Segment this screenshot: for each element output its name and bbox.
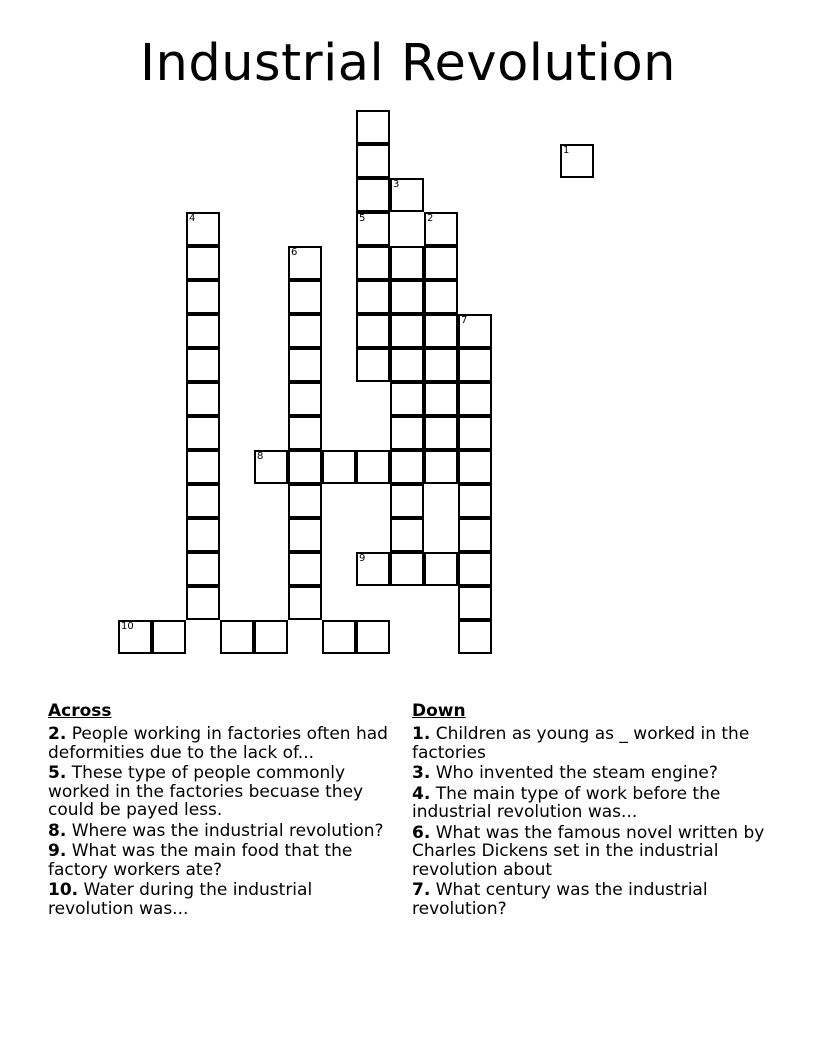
grid-cell[interactable] bbox=[186, 552, 220, 586]
grid-cell[interactable] bbox=[458, 620, 492, 654]
grid-cell[interactable] bbox=[424, 246, 458, 280]
clue-number: 4. bbox=[412, 783, 431, 804]
grid-cell[interactable] bbox=[390, 314, 424, 348]
grid-cell[interactable] bbox=[458, 518, 492, 552]
grid-cell[interactable] bbox=[322, 620, 356, 654]
grid-cell[interactable] bbox=[424, 382, 458, 416]
grid-cell[interactable] bbox=[356, 144, 390, 178]
grid-cell[interactable] bbox=[288, 314, 322, 348]
grid-cell[interactable] bbox=[356, 178, 390, 212]
grid-cell[interactable] bbox=[560, 144, 594, 178]
grid-cell[interactable] bbox=[424, 314, 458, 348]
grid-cell[interactable] bbox=[390, 348, 424, 382]
grid-cell[interactable] bbox=[390, 416, 424, 450]
clue-across-10 bbox=[48, 881, 398, 918]
grid-cell[interactable] bbox=[458, 586, 492, 620]
grid-cell[interactable] bbox=[288, 586, 322, 620]
clue-down-4 bbox=[412, 785, 772, 822]
grid-cell[interactable] bbox=[220, 620, 254, 654]
grid-cell[interactable] bbox=[254, 620, 288, 654]
clue-number: 7. bbox=[412, 880, 431, 900]
grid-cell[interactable] bbox=[390, 246, 424, 280]
clue-text: What was the main food that the factory workers ate? bbox=[48, 841, 353, 880]
clue-number: 8. bbox=[48, 820, 67, 841]
grid-cell[interactable] bbox=[356, 552, 390, 586]
grid-cell[interactable] bbox=[356, 450, 390, 484]
clue-number-label: 10 bbox=[121, 621, 134, 632]
clue-number: 5. bbox=[48, 763, 67, 783]
clue-number-label: 5 bbox=[359, 213, 366, 224]
clue-down-1 bbox=[412, 725, 772, 762]
grid-cell[interactable] bbox=[254, 450, 288, 484]
puzzle-title: Industrial Revolution bbox=[140, 34, 676, 93]
grid-cell[interactable] bbox=[288, 246, 322, 280]
grid-cell[interactable] bbox=[288, 280, 322, 314]
grid-cell[interactable] bbox=[288, 484, 322, 518]
grid-cell[interactable] bbox=[186, 450, 220, 484]
clue-number: 2. bbox=[48, 724, 67, 744]
clue-text: The main type of work before the industrial revolution was... bbox=[412, 783, 721, 822]
grid-cell[interactable] bbox=[424, 280, 458, 314]
clue-number-label: 6 bbox=[291, 247, 298, 258]
clue-number-label: 2 bbox=[427, 213, 434, 224]
clue-down-7 bbox=[412, 881, 772, 918]
grid-cell[interactable] bbox=[424, 450, 458, 484]
grid-cell[interactable] bbox=[118, 620, 152, 654]
grid-cell[interactable] bbox=[424, 552, 458, 586]
clue-number-label: 9 bbox=[359, 553, 366, 564]
clue-number-label: 1 bbox=[563, 145, 570, 156]
clue-number-label: 8 bbox=[257, 451, 264, 462]
grid-cell[interactable] bbox=[424, 348, 458, 382]
grid-cell[interactable] bbox=[288, 416, 322, 450]
grid-cell[interactable] bbox=[186, 212, 220, 246]
grid-cell[interactable] bbox=[152, 620, 186, 654]
grid-cell[interactable] bbox=[186, 484, 220, 518]
grid-cell[interactable] bbox=[322, 450, 356, 484]
grid-cell[interactable] bbox=[186, 280, 220, 314]
grid-cell[interactable] bbox=[356, 280, 390, 314]
clue-text: People working in factories often had deformities due to the lack of... bbox=[48, 724, 388, 763]
grid-cell[interactable] bbox=[288, 518, 322, 552]
clue-text: Who invented the steam engine? bbox=[430, 763, 718, 783]
grid-cell[interactable] bbox=[186, 246, 220, 280]
across-clues bbox=[48, 700, 398, 920]
grid-cell[interactable] bbox=[186, 382, 220, 416]
grid-cell[interactable] bbox=[288, 348, 322, 382]
grid-cell[interactable] bbox=[458, 484, 492, 518]
grid-cell[interactable] bbox=[458, 552, 492, 586]
clue-number: 1. bbox=[412, 724, 431, 744]
clue-across-2 bbox=[48, 725, 398, 762]
clue-text: What was the famous novel written by Charles Dickens set in the industrial revolution about bbox=[412, 822, 765, 880]
grid-cell[interactable] bbox=[424, 212, 458, 246]
grid-cell[interactable] bbox=[390, 280, 424, 314]
clue-number: 9. bbox=[48, 841, 67, 861]
clue-text: Children as young as _ worked in the factories bbox=[412, 724, 750, 763]
clue-across-9 bbox=[48, 842, 398, 879]
clue-across-8 bbox=[48, 822, 398, 841]
clue-text: Where was the industrial revolution? bbox=[66, 820, 384, 841]
grid-cell[interactable] bbox=[356, 110, 390, 144]
clue-down-3 bbox=[412, 764, 772, 783]
grid-cell[interactable] bbox=[356, 620, 390, 654]
clue-across-5 bbox=[48, 764, 398, 820]
grid-cell[interactable] bbox=[186, 416, 220, 450]
grid-cell[interactable] bbox=[390, 518, 424, 552]
clue-number: 10. bbox=[48, 880, 79, 900]
clue-text: These type of people commonly worked in the factories becuase they could be payed less. bbox=[48, 763, 364, 820]
clue-number: 6. bbox=[412, 822, 431, 843]
clue-text: What century was the industrial revolution? bbox=[412, 880, 708, 919]
grid-cell[interactable] bbox=[458, 348, 492, 382]
clue-number-label: 3 bbox=[393, 179, 400, 190]
grid-cell[interactable] bbox=[390, 382, 424, 416]
grid-cell[interactable] bbox=[390, 450, 424, 484]
grid-cell[interactable] bbox=[458, 314, 492, 348]
grid-cell[interactable] bbox=[390, 484, 424, 518]
grid-cell[interactable] bbox=[186, 586, 220, 620]
clue-number: 3. bbox=[412, 763, 431, 783]
grid-cell[interactable] bbox=[186, 314, 220, 348]
clue-number-label: 7 bbox=[461, 315, 468, 326]
grid-cell[interactable] bbox=[356, 246, 390, 280]
clue-down-6 bbox=[412, 824, 772, 880]
grid-cell[interactable] bbox=[458, 382, 492, 416]
grid-cell[interactable] bbox=[390, 552, 424, 586]
grid-cell[interactable] bbox=[356, 314, 390, 348]
across-heading: Across bbox=[48, 701, 112, 721]
down-heading: Down bbox=[412, 701, 466, 721]
grid-cell[interactable] bbox=[186, 348, 220, 382]
clue-number-label: 4 bbox=[189, 213, 196, 224]
grid-cell[interactable] bbox=[390, 178, 424, 212]
grid-cell[interactable] bbox=[288, 552, 322, 586]
grid-cell[interactable] bbox=[424, 416, 458, 450]
grid-cell[interactable] bbox=[288, 450, 322, 484]
grid-cell[interactable] bbox=[458, 416, 492, 450]
clue-text: Water during the industrial revolution was... bbox=[48, 880, 313, 919]
grid-cell[interactable] bbox=[458, 450, 492, 484]
down-clues bbox=[412, 700, 772, 920]
grid-cell[interactable] bbox=[186, 518, 220, 552]
grid-cell[interactable] bbox=[288, 382, 322, 416]
grid-cell[interactable] bbox=[356, 348, 390, 382]
grid-cell[interactable] bbox=[356, 212, 390, 246]
